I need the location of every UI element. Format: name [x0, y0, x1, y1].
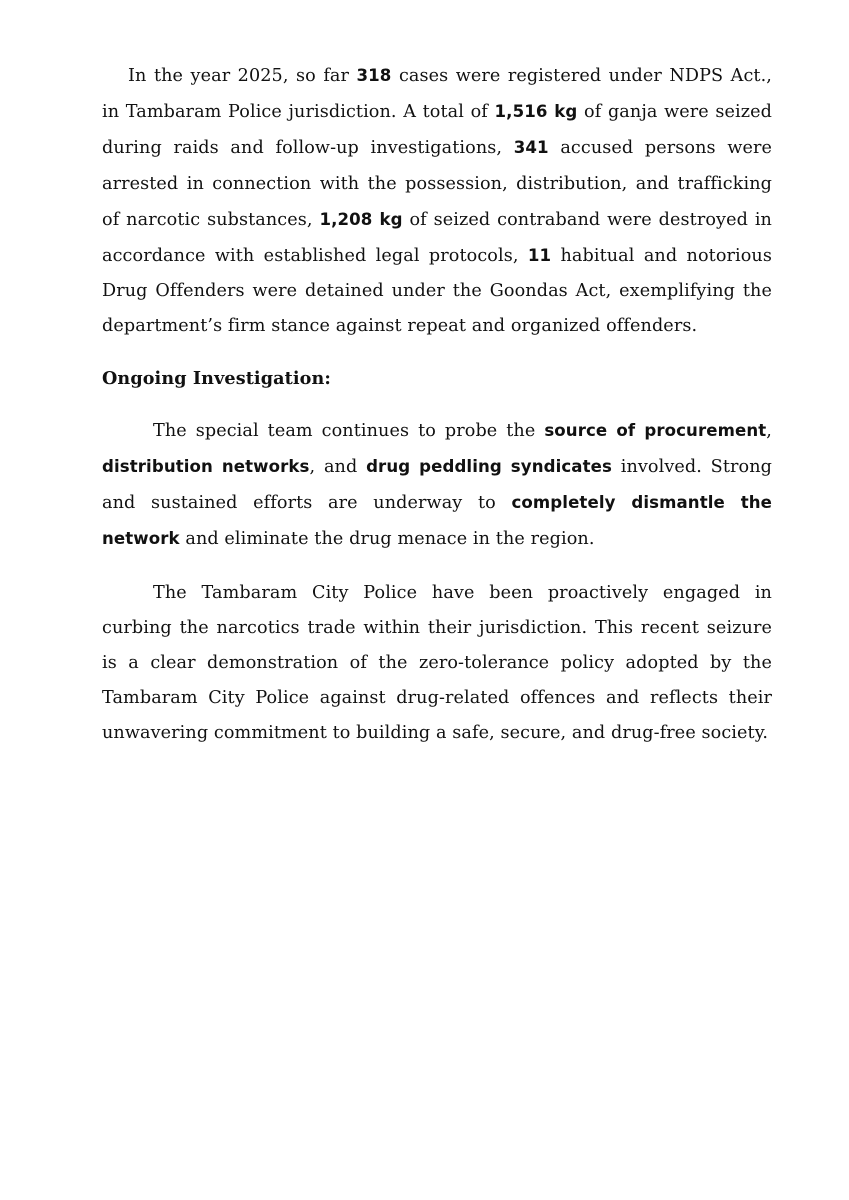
source-of-procurement: source of procurement [544, 420, 767, 440]
drug-peddling-syndicates: drug peddling syndicates [366, 457, 612, 477]
para1-text-2: cases were registered under NDPS Act., in Tambaram Police jurisdiction. A total of [102, 66, 772, 123]
ganja-seized-weight: 1,516 kg [494, 102, 578, 122]
para2-text-5: and eliminate the drug menace in the region. [179, 529, 595, 550]
para2-text-2: , [766, 420, 772, 441]
para1-text-1: In the year 2025, so far [128, 66, 357, 86]
para2-text-1: The special team continues to probe the [153, 420, 545, 441]
para2-text-3: , and [309, 457, 367, 478]
para1-text-4: accused persons were arrested in connection with the possession, distribution, and trafficking of narcotic substances, [102, 138, 773, 230]
police-commitment-paragraph: The Tambaram City Police have been proactively engaged in curbing the narcotics trade within their jurisdiction. This recent seizure is a clear demonstration of the zero-tolerance policy adopted by the Tambaram City Police against drug-related offences and reflects their unwavering commitment to building a safe, secure, and drug-free society. [102, 582, 772, 744]
para1-text-5: of seized contraband were destroyed in accordance with established legal protocols, [102, 209, 772, 267]
para1-text-3: of ganja were seized during raids and follow-up investigations, [102, 102, 772, 159]
document-body [102, 58, 772, 752]
cases-count: 318 [356, 66, 392, 85]
dismantle-network: completely dismantle the network [102, 493, 772, 549]
ndps-statistics-paragraph [102, 58, 772, 345]
para2-text-4: involved. Strong and sustained efforts are underway to [102, 457, 772, 514]
investigation-paragraph [102, 413, 772, 558]
accused-arrested-count: 341 [513, 138, 549, 158]
section-heading-text: Ongoing Investigation: [102, 367, 331, 389]
para1-text-6: habitual and notorious Drug Offenders were detained under the Goondas Act, exemplifying the department’s firm stance against repeat and organized offenders. [102, 246, 772, 337]
section-heading [102, 361, 772, 396]
contraband-destroyed-weight: 1,208 kg [319, 209, 403, 229]
distribution-networks: distribution networks [102, 457, 310, 477]
goondas-detained-count: 11 [527, 246, 552, 266]
